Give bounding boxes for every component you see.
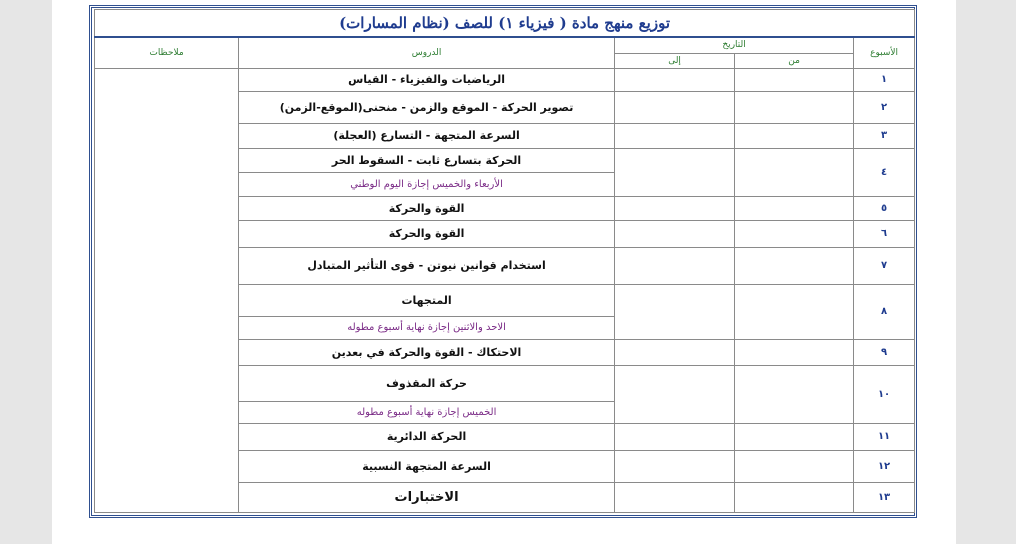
date-to-cell: [615, 284, 735, 339]
week-number: ٥: [854, 196, 915, 220]
date-from-cell: [735, 123, 854, 148]
date-to-cell: [615, 450, 735, 482]
lesson-cell: الاحتكاك - القوة والحركة في بعدين: [239, 339, 615, 365]
date-from-cell: [735, 91, 854, 123]
week-number: ٨: [854, 284, 915, 339]
date-to-cell: [615, 68, 735, 91]
date-from-cell: [735, 196, 854, 220]
date-from-cell: [735, 423, 854, 450]
lesson-cell: استخدام قوانين نيوتن - قوى التأثير المتبادل: [239, 247, 615, 284]
date-to-cell: [615, 123, 735, 148]
date-to-cell: [615, 91, 735, 123]
holiday-note: الأربعاء والخميس إجازة اليوم الوطني: [239, 172, 615, 196]
lesson-cell: المتجهات: [239, 284, 615, 316]
document-title: توزيع منهج مادة ( فيزياء ١) للصف (نظام المسارات): [95, 10, 915, 38]
lesson-cell: القوة والحركة: [239, 196, 615, 220]
week-number: ١٣: [854, 482, 915, 512]
week-number: ١: [854, 68, 915, 91]
date-from-cell: [735, 339, 854, 365]
header-notes: ملاحظات: [95, 37, 239, 68]
week-number: ٢: [854, 91, 915, 123]
date-to-cell: [615, 365, 735, 423]
week-number: ١٠: [854, 365, 915, 423]
lesson-cell: الرياضيات والفيزياء - القياس: [239, 68, 615, 91]
date-to-cell: [615, 247, 735, 284]
date-to-cell: [615, 196, 735, 220]
date-from-cell: [735, 365, 854, 423]
holiday-note: الخميس إجازة نهاية أسبوع مطوله: [239, 401, 615, 423]
date-from-cell: [735, 482, 854, 512]
schedule-frame: [89, 5, 917, 518]
header-from: من: [735, 53, 854, 68]
lesson-cell: القوة والحركة: [239, 220, 615, 247]
date-to-cell: [615, 339, 735, 365]
lesson-cell: تصوير الحركة - الموقع والزمن - منحنى(الموقع-الزمن): [239, 91, 615, 123]
date-from-cell: [735, 284, 854, 339]
lesson-cell: حركة المقذوف: [239, 365, 615, 401]
week-number: ١١: [854, 423, 915, 450]
week-number: ٤: [854, 148, 915, 196]
notes-cell: [95, 68, 239, 512]
week-number: ٣: [854, 123, 915, 148]
header-lessons: الدروس: [239, 37, 615, 68]
date-from-cell: [735, 247, 854, 284]
lesson-cell: الاختبارات: [239, 482, 615, 512]
week-number: ٩: [854, 339, 915, 365]
header-week: الأسبوع: [854, 37, 915, 68]
lesson-cell: الحركة بتسارع ثابت - السقوط الحر: [239, 148, 615, 172]
header-to: إلى: [615, 53, 735, 68]
date-from-cell: [735, 450, 854, 482]
table-row: [95, 68, 915, 91]
date-to-cell: [615, 220, 735, 247]
date-from-cell: [735, 220, 854, 247]
lesson-cell: السرعة المتجهة النسبية: [239, 450, 615, 482]
header-date: التاريخ: [615, 37, 854, 53]
lesson-cell: السرعة المتجهة - التسارع (العجلة): [239, 123, 615, 148]
curriculum-table: [94, 9, 915, 513]
week-number: ٧: [854, 247, 915, 284]
date-to-cell: [615, 148, 735, 196]
date-to-cell: [615, 423, 735, 450]
holiday-note: الاحد والاثنين إجازة نهاية أسبوع مطوله: [239, 316, 615, 339]
date-from-cell: [735, 148, 854, 196]
week-number: ١٢: [854, 450, 915, 482]
week-number: ٦: [854, 220, 915, 247]
date-from-cell: [735, 68, 854, 91]
lesson-cell: الحركة الدائرية: [239, 423, 615, 450]
date-to-cell: [615, 482, 735, 512]
